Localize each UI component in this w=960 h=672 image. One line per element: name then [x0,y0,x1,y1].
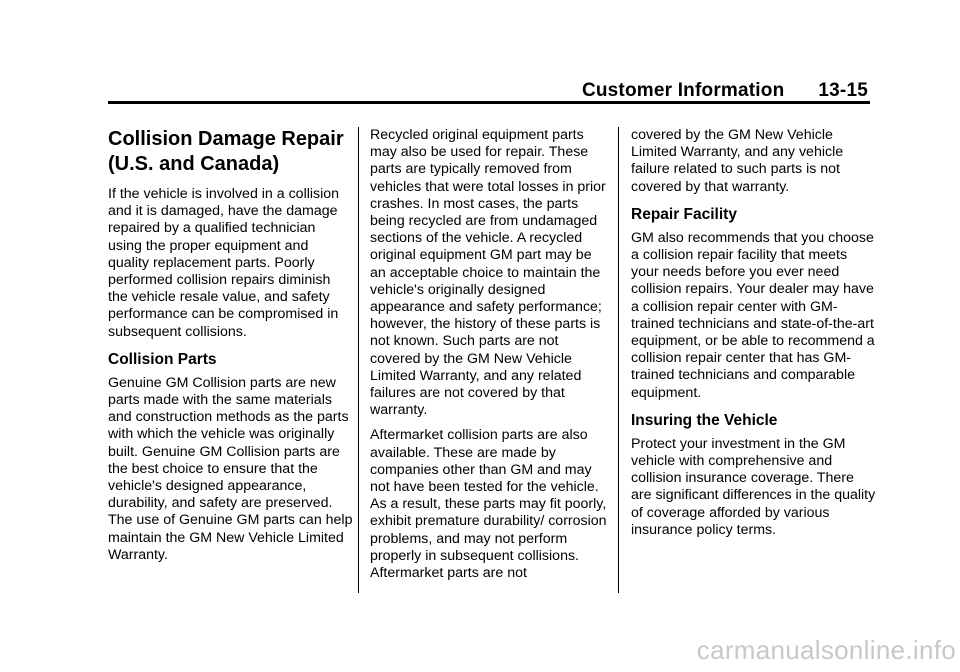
heading-repair-facility: Repair Facility [631,205,737,223]
page-title: Collision Damage Repair (U.S. and Canada) [108,128,344,175]
aftermarket-parts-paragraph: Aftermarket collision parts are also available. These are made by companies other than GM and may not have been tested for the vehicle. As a result, these parts may fit poorly, exhibit premature durability/ corrosion problems, and may not perform properly in subsequent collisions. Aftermarket parts are not [370,427,607,582]
column-2 [370,127,610,590]
watermark: carmanualsonline.info [696,635,956,665]
collision-parts-paragraph: Genuine GM Collision parts are new parts made with the same materials and construction methods as the parts with which the vehicle was originally built. Genuine GM Collision parts are the best choice to ensure that the vehicle's designed appearance, durability, and safety are preserved. The use of Genuine GM parts can help maintain the GM New Vehicle Limited Warranty. [108,374,353,563]
heading-collision-parts: Collision Parts [108,350,217,368]
continued-paragraph: covered by the GM New Vehicle Limited Warranty, and any vehicle failure related to such parts is not covered by that warranty. [631,127,844,195]
heading-insuring-vehicle: Insuring the Vehicle [631,411,778,429]
page-number: 13-15 [818,80,868,101]
column-3 [631,127,876,547]
column-divider [618,127,619,593]
column-1 [108,127,353,572]
header-rule [108,101,870,104]
insuring-paragraph: Protect your investment in the GM vehicle with comprehensive and collision insurance coverage. There are significant differences in the quality of coverage afforded by various insurance policy terms. [631,435,876,538]
recycled-parts-paragraph: Recycled original equipment parts may also be used for repair. These parts are typically removed from vehicles that were total losses in prior crashes. In most cases, the parts being recycled are from undamaged sections of the vehicle. A recycled original equipment GM part may be an acceptable choice to maintain the vehicle's originally designed appearance and safety performance; however, the history of these parts is not known. Such parts are not covered by the GM New Vehicle Limited Warranty, and any related failures are not covered by that warranty. [370,127,606,419]
intro-paragraph: If the vehicle is involved in a collision and it is damaged, have the damage repaired by a qualified technician using the proper equipment and quality replacement parts. Poorly performed collision repairs diminish the vehicle resale value, and safety performance can be compromised in subsequent collisions. [108,186,340,340]
column-divider [358,127,359,593]
section-title: Customer Information [581,80,785,101]
repair-facility-paragraph: GM also recommends that you choose a collision repair facility that meets your needs before you ever need collision repairs. Your dealer may have a collision repair center with GM-trained technicians and state-of-the-art equipment, or be able to recommend a collision repair center that has GM-trained technicians and comparable equipment. [631,229,875,401]
running-header [582,80,868,102]
